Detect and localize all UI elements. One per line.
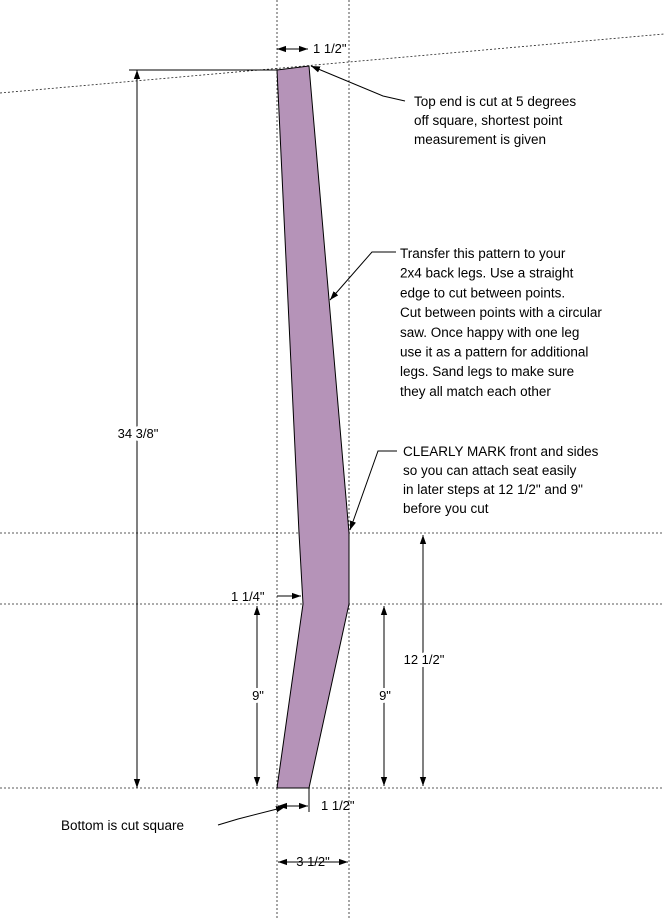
note-transfer-line: Cut between points with a circular <box>400 305 602 321</box>
note-top-line: Top end is cut at 5 degrees <box>414 94 577 109</box>
note-transfer-line: Transfer this pattern to your <box>400 246 566 261</box>
leader-top <box>311 66 405 101</box>
note-top-line: off square, shortest point <box>414 113 563 128</box>
dim-bottom-width-label: 1 1/2" <box>321 798 355 813</box>
note-mark-line: before you cut <box>403 501 489 516</box>
note-bottom-cut: Bottom is cut square <box>61 818 185 833</box>
leader-bottom <box>218 807 285 825</box>
note-transfer-line: use it as a pattern for additional <box>400 344 589 360</box>
note-transfer-pattern <box>400 246 606 399</box>
leg-shape <box>277 66 349 788</box>
note-top-cut <box>414 94 580 147</box>
dimension-lines <box>129 49 423 862</box>
dim-inset-label: 1 1/4" <box>231 589 265 604</box>
note-transfer-line: legs. Sand legs to make sure <box>400 364 575 380</box>
dim-lower-left-label: 9" <box>252 688 264 703</box>
leader-mark <box>350 451 397 530</box>
note-transfer-line: saw. Once happy with one leg <box>400 324 580 340</box>
note-transfer-line: 2x4 back legs. Use a straight <box>400 265 574 281</box>
note-top-line: measurement is given <box>414 132 547 147</box>
note-mark-line: CLEARLY MARK front and sides <box>403 444 599 459</box>
note-mark-line: in later steps at 12 1/2" and 9" <box>403 482 583 497</box>
dim-total-height-label: 34 3/8" <box>117 426 159 441</box>
note-clearly-mark <box>403 444 602 516</box>
dim-lower-right-label: 9" <box>379 688 391 703</box>
dim-seat-height-label: 12 1/2" <box>403 652 445 667</box>
dim-top-width-label: 1 1/2" <box>313 41 347 56</box>
dim-overall-width-label: 3 1/2" <box>296 854 330 869</box>
note-transfer-line: edge to cut between points. <box>400 285 566 301</box>
note-transfer-line: they all match each other <box>400 383 551 399</box>
leader-transfer <box>330 252 396 300</box>
note-mark-line: so you can attach seat easily <box>403 463 577 478</box>
